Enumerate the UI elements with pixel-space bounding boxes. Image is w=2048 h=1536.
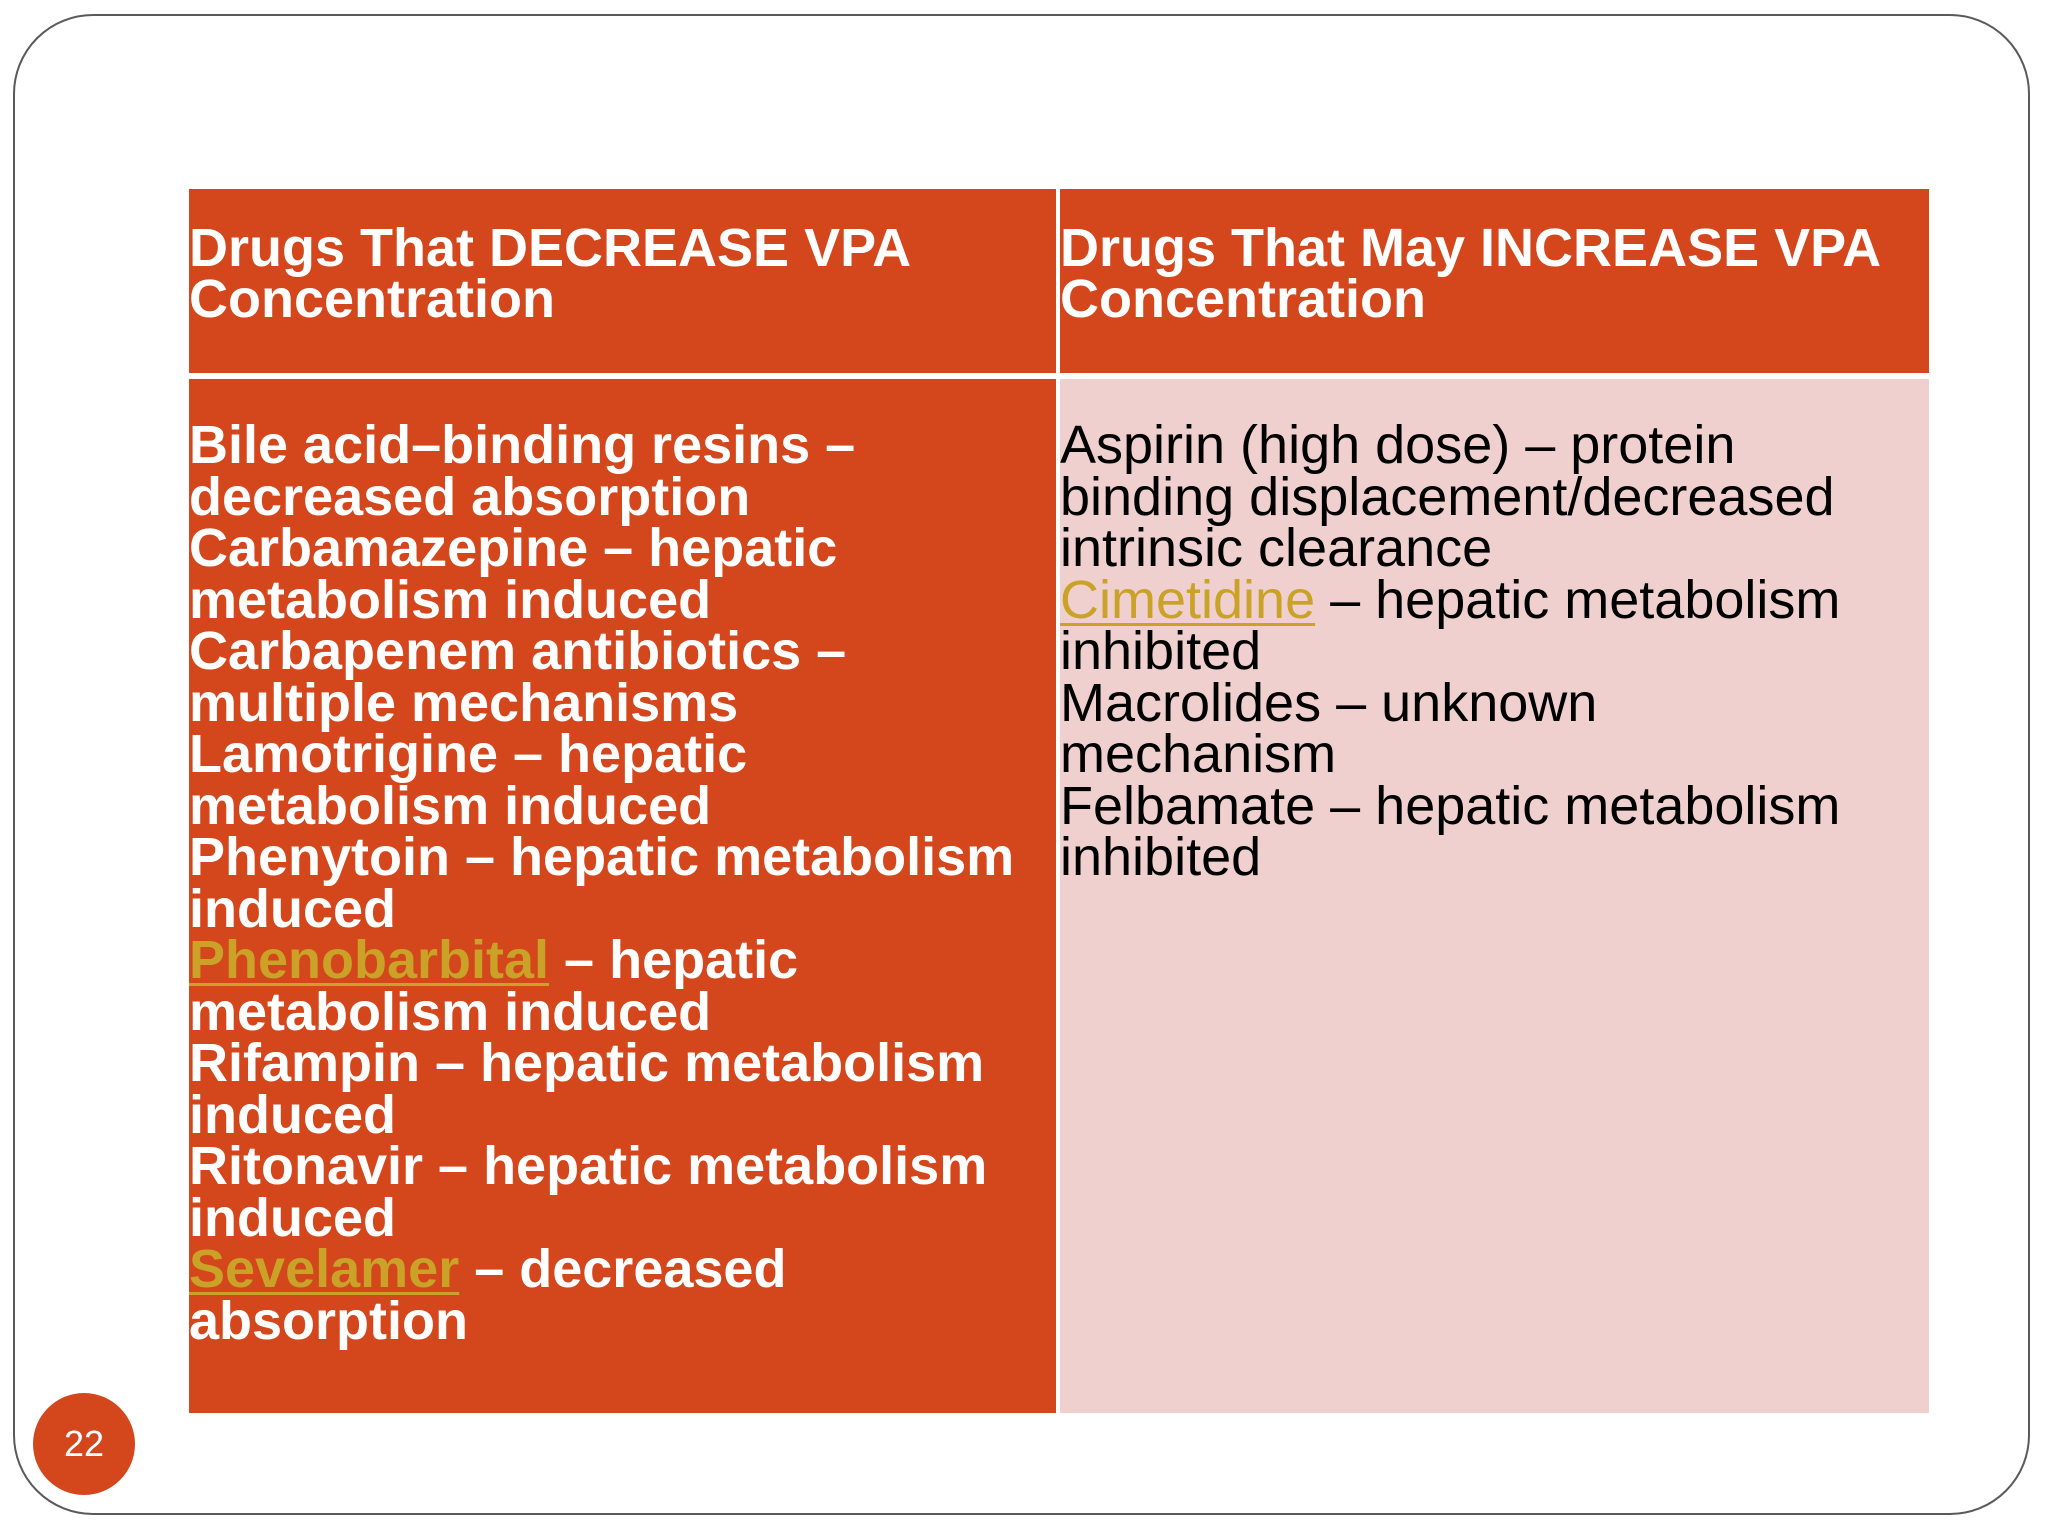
- decrease-line-sevelamer: [189, 1239, 1056, 1299]
- page-number: 22: [63, 1423, 105, 1464]
- header-increase: [1060, 189, 1929, 373]
- decrease-line: Rifampin – hepatic metabolism: [189, 1033, 985, 1093]
- increase-line: intrinsic clearance: [1060, 518, 1493, 578]
- header-increase-line1: Drugs That May INCREASE VPA: [1060, 218, 1882, 278]
- decrease-line: metabolism induced: [189, 569, 712, 630]
- sevelamer-effect: – decreased: [459, 1239, 787, 1299]
- decrease-line: Bile acid–binding resins –: [189, 415, 856, 475]
- cimetidine-effect: – hepatic metabolism: [1315, 569, 1841, 630]
- increase-line: mechanism: [1060, 724, 1337, 784]
- decrease-drugs-cell: [189, 379, 1056, 1413]
- increase-line: inhibited: [1060, 827, 1262, 887]
- header-increase-line2: Concentration: [1060, 269, 1427, 329]
- increase-line: inhibited: [1060, 621, 1262, 681]
- decrease-line: multiple mechanisms: [189, 672, 739, 733]
- decrease-line: Carbapenem antibiotics –: [189, 621, 847, 681]
- decrease-line: Lamotrigine – hepatic: [189, 724, 748, 784]
- decrease-line: decreased absorption: [189, 466, 751, 527]
- increase-drugs-cell: [1060, 379, 1929, 1413]
- header-decrease: [189, 189, 1056, 373]
- drug-interaction-table: [189, 189, 1929, 1413]
- page-number-badge: [33, 1393, 135, 1495]
- phenobarbital-link[interactable]: Phenobarbital: [189, 930, 550, 990]
- increase-line: binding displacement/decreased: [1060, 466, 1835, 527]
- header-decrease-line1: Drugs That DECREASE VPA: [189, 218, 912, 278]
- increase-line: Felbamate – hepatic metabolism: [1060, 775, 1841, 836]
- decrease-line-phenobarbital: [189, 930, 1056, 990]
- increase-line: Macrolides – unknown: [1060, 672, 1598, 733]
- cimetidine-link[interactable]: Cimetidine: [1060, 569, 1316, 630]
- increase-line-cimetidine: [1060, 569, 1929, 630]
- decrease-line: induced: [189, 878, 397, 939]
- increase-line: Aspirin (high dose) – protein: [1060, 415, 1736, 475]
- decrease-line: metabolism induced: [189, 981, 712, 1042]
- sevelamer-link[interactable]: Sevelamer: [189, 1239, 460, 1299]
- header-decrease-line2: Concentration: [189, 269, 556, 329]
- decrease-line: metabolism induced: [189, 775, 712, 836]
- decrease-line: Ritonavir – hepatic metabolism: [189, 1136, 988, 1196]
- phenobarbital-effect: – hepatic: [549, 930, 799, 990]
- decrease-line: absorption: [189, 1290, 468, 1351]
- decrease-line: Carbamazepine – hepatic: [189, 518, 838, 578]
- decrease-line: Phenytoin – hepatic metabolism: [189, 827, 1015, 887]
- decrease-line: induced: [189, 1084, 397, 1145]
- decrease-line: induced: [189, 1187, 397, 1248]
